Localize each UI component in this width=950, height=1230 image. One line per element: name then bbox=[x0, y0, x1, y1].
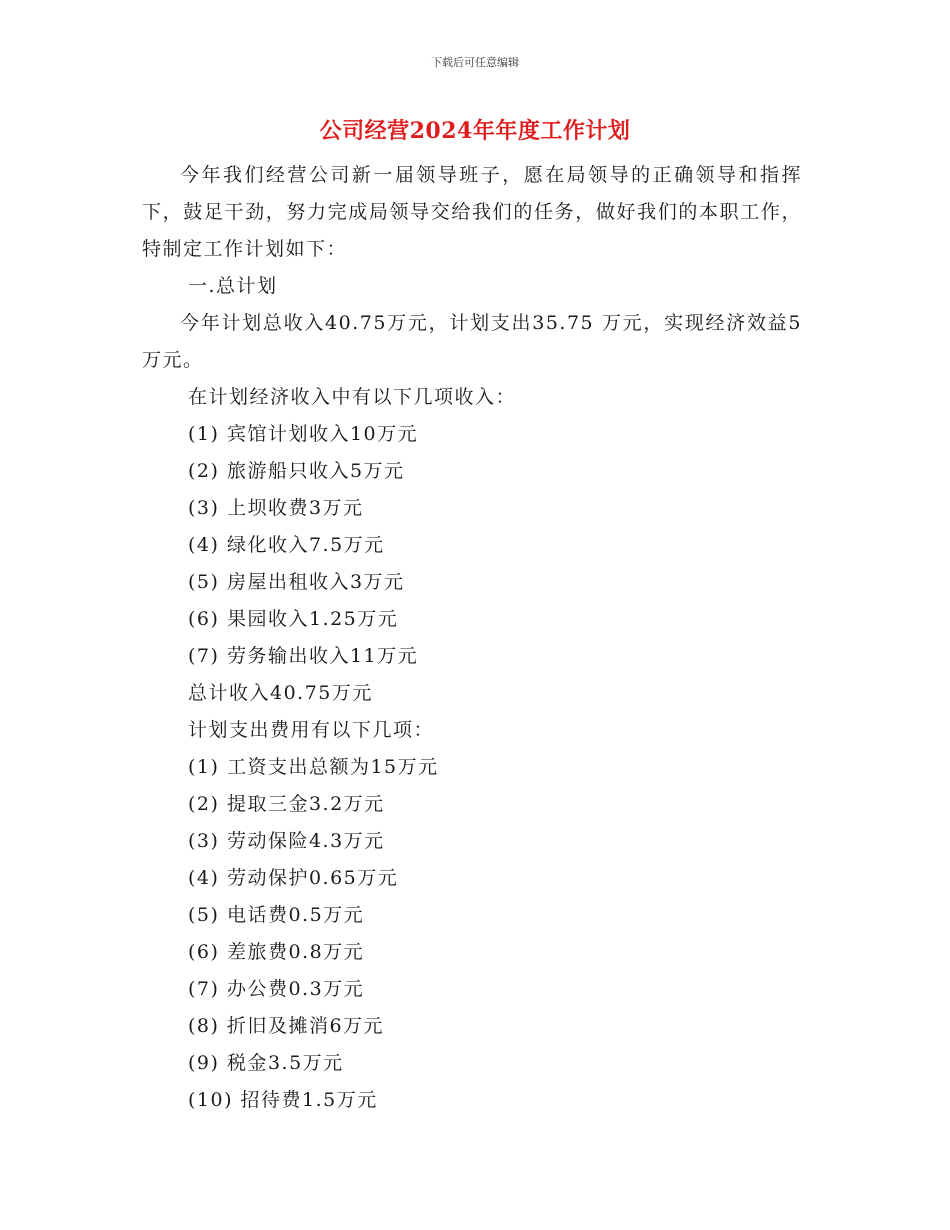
income-item: (2) 旅游船只收入5万元 bbox=[188, 460, 405, 482]
income-item: (1) 宾馆计划收入10万元 bbox=[188, 423, 419, 445]
intro-paragraph: 今年我们经营公司新一届领导班子，愿在局领导的正确领导和指挥下，鼓足干劲，努力完成局领导交给我们的任务，做好我们的本职工作，特制定工作计划如下： bbox=[142, 164, 802, 260]
income-total: 总计收入40.75万元 bbox=[188, 682, 373, 704]
summary-paragraph: 今年计划总收入40.75万元，计划支出35.75 万元，实现经济效益5万元。 bbox=[142, 312, 802, 371]
page-header: 下载后可任意编辑 bbox=[431, 56, 519, 69]
expense-item: (8) 折旧及摊消6万元 bbox=[188, 1015, 385, 1037]
income-item: (7) 劳务输出收入11万元 bbox=[188, 645, 419, 667]
expense-item: (2) 提取三金3.2万元 bbox=[188, 793, 385, 815]
expense-item: (9) 税金3.5万元 bbox=[188, 1052, 344, 1074]
expense-item: (5) 电话费0.5万元 bbox=[188, 904, 365, 926]
expense-intro: 计划支出费用有以下几项： bbox=[188, 719, 435, 741]
document-title: 公司经营2024年年度工作计划 bbox=[319, 118, 631, 144]
income-item: (4) 绿化收入7.5万元 bbox=[188, 534, 385, 556]
expense-item: (6) 差旅费0.8万元 bbox=[188, 941, 365, 963]
income-intro: 在计划经济收入中有以下几项收入： bbox=[188, 386, 517, 408]
income-item: (5) 房屋出租收入3万元 bbox=[188, 571, 405, 593]
income-item: (6) 果园收入1.25万元 bbox=[188, 608, 399, 630]
income-item: (3) 上坝收费3万元 bbox=[188, 497, 364, 519]
expense-item: (4) 劳动保护0.65万元 bbox=[188, 867, 399, 889]
expense-item: (1) 工资支出总额为15万元 bbox=[188, 756, 439, 778]
expense-item: (10) 招待费1.5万元 bbox=[188, 1089, 378, 1111]
expense-item: (7) 办公费0.3万元 bbox=[188, 978, 365, 1000]
section-heading: 一.总计划 bbox=[188, 275, 278, 297]
expense-item: (3) 劳动保险4.3万元 bbox=[188, 830, 385, 852]
document-body bbox=[142, 157, 802, 1119]
